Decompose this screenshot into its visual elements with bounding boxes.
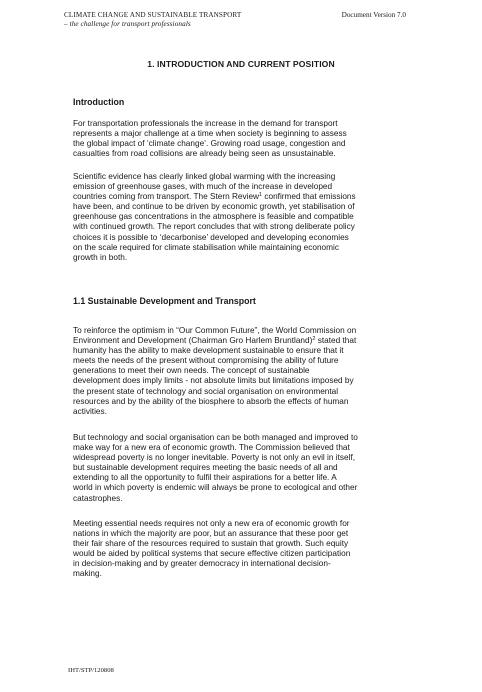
- text-line: but sustainable development requires meeting the basic needs of all and: [73, 463, 338, 473]
- text-line: To reinforce the optimism in “Our Common Future”, the World Commission on: [73, 326, 357, 335]
- document-footer-code: IHT/STP/120808: [68, 667, 114, 674]
- text-fragment: confirmed that emissions: [262, 192, 356, 202]
- text-line: activities.: [73, 406, 107, 416]
- text-line: humanity has the ability to make development sustainable to ensure that it: [73, 346, 344, 356]
- text-line: [73, 336, 415, 346]
- text-line: the present state of technology and social organisation on environmental: [73, 386, 339, 396]
- text-line: with continued growth. The report concludes that with strong deliberate policy: [73, 222, 355, 232]
- footnote-ref-1: 1: [259, 192, 263, 199]
- text-line: in decision-making and by greater democracy in international decision-: [73, 559, 331, 569]
- text-line: catastrophes.: [73, 493, 123, 503]
- text-line: their fair share of the resources required to sustain that growth. Such equity: [73, 539, 349, 549]
- section-title: 1. INTRODUCTION AND CURRENT POSITION: [147, 59, 335, 69]
- text-line: make way for a new era of economic growth. The Commission believed that: [73, 443, 350, 453]
- text-line: emission of greenhouse gases, with much of the increase in developed: [73, 182, 333, 192]
- text-fragment: Environment and Development (Chairman Gro Harlem Bruntland): [73, 336, 313, 346]
- heading-introduction: Introduction: [73, 97, 125, 107]
- document-header: [64, 11, 241, 29]
- text-line: on the scale required for climate stabilisation while maintaining economic: [73, 242, 339, 252]
- text-line: But technology and social organisation can be both managed and improved to: [73, 433, 358, 442]
- text-line: development does imply limits - not absolute limits but limitations imposed by: [73, 376, 354, 386]
- text-line: making.: [73, 569, 102, 579]
- text-line: greenhouse gas concentrations in the atmosphere is feasible and compatible: [73, 212, 354, 222]
- text-line: the global impact of ‘climate change’. Growing road usage, congestion and: [73, 139, 346, 149]
- text-line: widespread poverty is no longer inevitable. Poverty is not only an evil in itself,: [73, 453, 356, 463]
- text-line: choices it is possible to ‘decarbonise’ developed and developing economies: [73, 232, 349, 242]
- text-line: [73, 192, 415, 202]
- paragraph-sustainable-1: [73, 326, 415, 417]
- document-header-title: CLIMATE CHANGE AND SUSTAINABLE TRANSPORT: [64, 11, 242, 19]
- footnote-ref-2: 2: [312, 336, 316, 343]
- paragraph-sustainable-2: [73, 433, 415, 504]
- heading-sustainable-development: 1.1 Sustainable Development and Transport: [73, 296, 256, 306]
- text-line: have been, and continue to be driven by economic growth, yet stabilisation of: [73, 202, 355, 212]
- document-version: Document Version 7.0: [341, 11, 406, 19]
- paragraph-intro-1: [73, 119, 415, 159]
- text-line: Scientific evidence has clearly linked global warming with the increasing: [73, 172, 336, 181]
- paragraph-intro-2: [73, 172, 415, 263]
- text-line: represents a major challenge at a time when society is beginning to assess: [73, 129, 347, 139]
- text-line: world in which poverty is endemic will always be prone to ecological and other: [73, 483, 358, 493]
- text-line: Meeting essential needs requires not only a new era of economic growth for: [73, 519, 350, 528]
- document-header-subtitle: – the challenge for transport professionals: [64, 20, 191, 28]
- text-line: casualties from road collisions are already being seen as unsustainable.: [73, 149, 336, 159]
- text-fragment: countries coming from transport. The Stern Review: [73, 192, 260, 202]
- paragraph-sustainable-3: [73, 519, 415, 580]
- text-line: growth in both.: [73, 252, 128, 262]
- text-line: extending to all the opportunity to fulfil their aspirations for a better life. A: [73, 473, 337, 483]
- text-line: resources and by the ability of the biosphere to absorb the effects of human: [73, 396, 349, 406]
- text-line: generations to meet their own needs. The concept of sustainable: [73, 366, 310, 376]
- text-line: nations in which the majority are poor, but an assurance that these poor get: [73, 529, 349, 539]
- text-line: For transportation professionals the increase in the demand for transport: [73, 119, 338, 128]
- text-fragment: stated that: [315, 336, 357, 346]
- text-line: would be aided by political systems that secure effective citizen participation: [73, 549, 351, 559]
- text-line: meets the needs of the present without compromising the ability of future: [73, 356, 339, 366]
